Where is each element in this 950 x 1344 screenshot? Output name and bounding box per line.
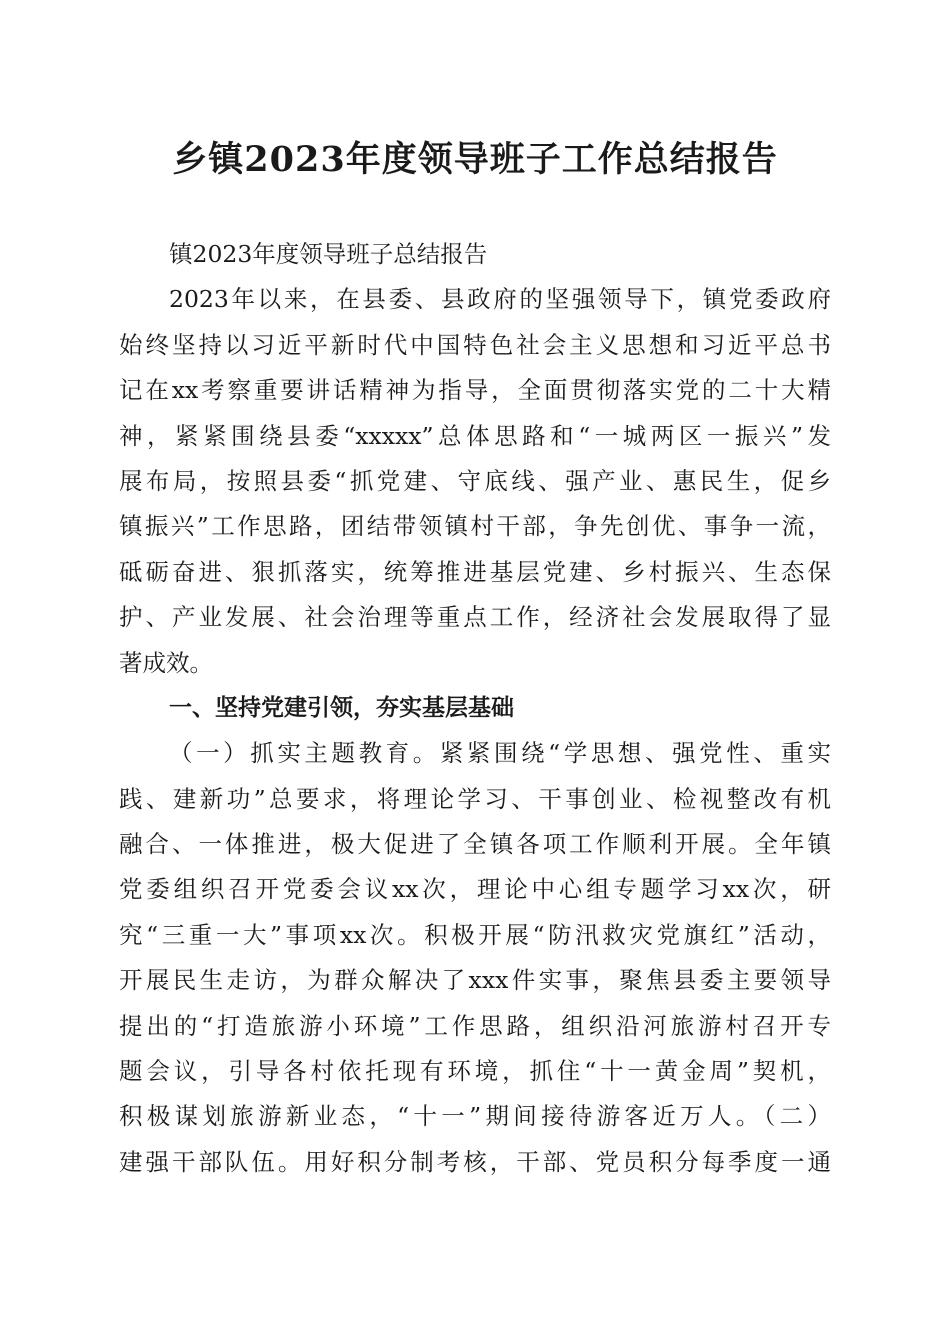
paragraph-line: （一）抓实主题教育。紧紧围绕“学思想、强党性、重实 [169,739,831,768]
subtitle-line: 镇2023年度领导班子总结报告 [169,240,488,268]
paragraph-line: 2023年以来，在县委、县政府的坚强领导下，镇党委政府 [169,285,831,314]
paragraph-line: 护、产业发展、社会治理等重点工作，经济社会发展取得了显 [119,603,831,632]
paragraph-line: 融合、一体推进，极大促进了全镇各项工作顺利开展。全年镇 [119,830,831,859]
paragraph-line: 神，紧紧围绕县委“xxxxx”总体思路和“一城两区一振兴”发 [119,421,831,450]
paragraph-line: 始终坚持以习近平新时代中国特色社会主义思想和习近平总书 [119,330,831,359]
paragraph-line: 展布局，按照县委“抓党建、守底线、强产业、惠民生，促乡 [119,466,831,495]
paragraph-line: 提出的“打造旅游小环境”工作思路，组织沿河旅游村召开专 [119,1011,831,1040]
paragraph-line: 著成效。 [119,648,213,677]
paragraph-line: 建强干部队伍。用好积分制考核，干部、党员积分每季度一通 [119,1147,831,1176]
paragraph-line: 党委组织召开党委会议xx次，理论中心组专题学习xx次，研 [119,875,831,904]
document-title: 乡镇2023年度领导班子工作总结报告 [172,139,778,180]
paragraph-line: 开展民生走访，为群众解决了xxx件实事，聚焦县委主要领导 [119,966,831,995]
document-body [119,232,831,1185]
paragraph-line: 镇振兴”工作思路，团结带领镇村干部，争先创优、事争一流， [119,512,831,541]
section-heading: 一、坚持党建引领，夯实基层基础 [169,694,514,721]
paragraph-line: 积极谋划旅游新业态，“十一”期间接待游客近万人。（二） [119,1102,831,1131]
paragraph-line: 记在xx考察重要讲话精神为指导，全面贯彻落实党的二十大精 [119,376,831,405]
paragraph-line: 究“三重一大”事项xx次。积极开展“防汛救灾党旗红”活动， [119,920,831,949]
paragraph-line: 题会议，引导各村依托现有环境，抓住“十一黄金周”契机， [119,1057,831,1086]
paragraph-line: 践、建新功”总要求，将理论学习、干事创业、检视整改有机 [119,784,831,813]
paragraph-line: 砥砺奋进、狠抓落实，统筹推进基层党建、乡村振兴、生态保 [119,557,831,586]
